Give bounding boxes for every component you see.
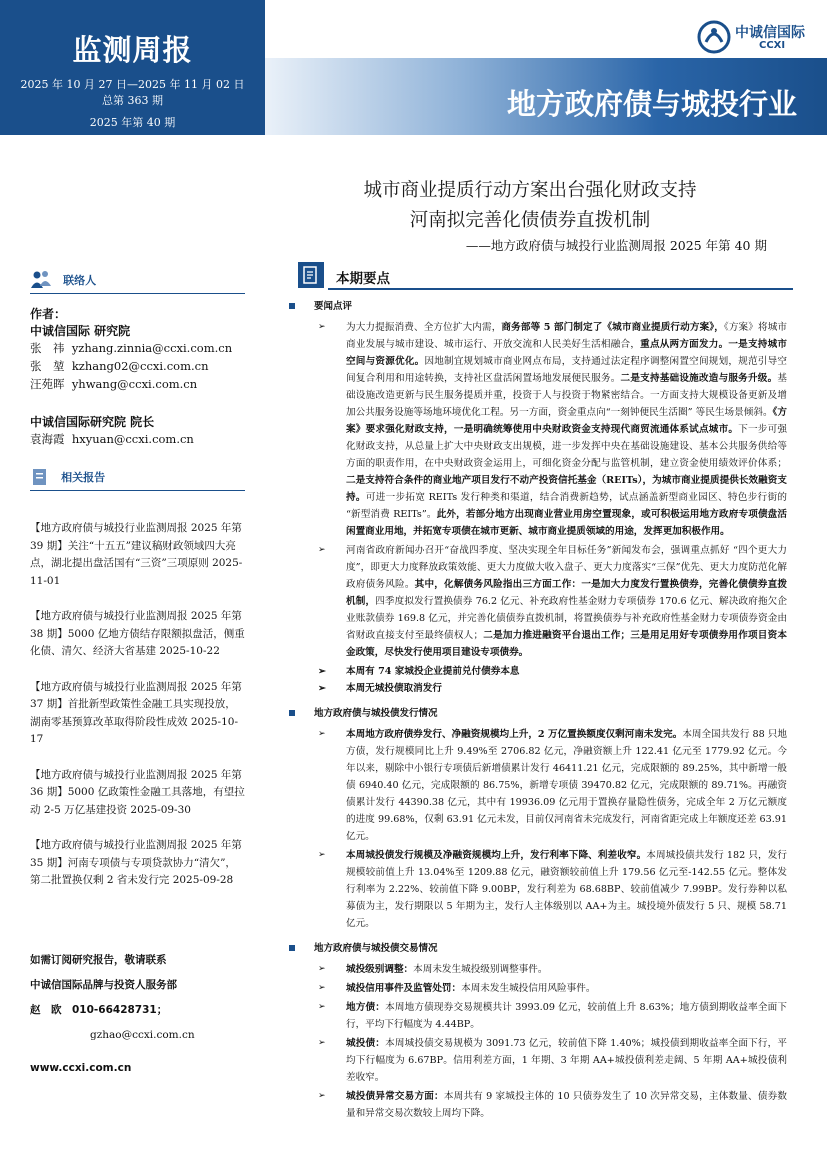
- subsection-title: 要闻点评: [314, 301, 353, 312]
- text-run: 可进一步拓宽 REITs 发行种类和渠道，结合消费新趋势，试点涵盖新型商业园区、特色步行街的 “新型消费 REITs”。: [346, 492, 787, 520]
- dean-row: [30, 430, 245, 448]
- text-run: 本周城投债共发行 182 只，发行规模较前值上升 13.04%至 1209.88 亿元，融资额较前值上升 179.56 亿元至-142.55 亿元。整体发行利率为 2.22%、较前值下降 9.00BP，发行利差为 68.68BP、较前值减少 7.99BP。发行券种以私募债为主，发行期限以 5 年期为主，发行人主体级别以 AA+为主。城投境外债发行 5 只、规模 58.71 亿元。: [346, 850, 787, 929]
- text-run-bold: 商务部等 5 部门制定了《城市商业提质行动方案》，: [501, 322, 724, 333]
- report-icon: [30, 467, 50, 487]
- related-report-link[interactable]: 【地方政府债与城投行业监测周报 2025 年第 38 期】5000 亿地方债结存限额拟盘活，侧重化债、清欠、经济大省基建 2025-10-22: [30, 610, 245, 657]
- subsection-heading: [287, 298, 787, 315]
- text-run-bold: 其中，化解债务风险指出三方面工作：一是加大力度发行置换债券，完善化债债券直拨机制，: [346, 579, 788, 607]
- list-item: [287, 663, 787, 680]
- issue-year: 2025 年第 40 期: [89, 116, 176, 129]
- list-item: [287, 961, 787, 978]
- text-run: 本周共有 9 家城投主体的 10 只债券发生了 10 次异常交易，主体数量、债券数量和异常交易次数较上周均下降。: [346, 1091, 787, 1119]
- list-item: [287, 1088, 787, 1122]
- report-title: [270, 176, 790, 236]
- order-person: 赵 欧 010-66428731；: [30, 1004, 168, 1016]
- text-run-bold: 重点从两方面发力。一是支持城市空间与资源优化。: [346, 339, 787, 367]
- dean-name: 袁海霞: [30, 432, 65, 446]
- arrow-bullet-icon: ➢: [318, 1091, 326, 1101]
- text-run: 基础设施改造更新与民生服务提质并重，投资于人与投资于物紧密结合。一方面支持大规模设备更新及增加公共服务设施等场地环境优化工程。另一方面，资金重点向“一刻钟便民生活圈” 等民生场景倾斜。: [346, 373, 787, 418]
- author-row: [30, 339, 245, 357]
- square-bullet-icon: [289, 945, 295, 951]
- text-run: 因地制宜规划城市商业网点布局，支持通过法定程序调整闲置空间规划，规范引导空间复合利用和用途转换，支持社区盘活闲置场地发展便民服务。: [346, 356, 787, 384]
- arrow-bullet-icon: ➢: [318, 322, 326, 332]
- logo-name-en: CCXI: [759, 40, 786, 51]
- subsection-heading: [287, 940, 787, 957]
- subsection-title: 地方政府债与城投债发行情况: [314, 708, 438, 719]
- list-item: [287, 980, 787, 997]
- text-run-bold: 地方债：: [346, 1002, 386, 1013]
- text-run: 河南省政府新闻办召开“奋战四季度、坚决实现全年目标任务”新闻发布会，强调重点抓好 “四个更大力度”，即更大力度释放政策效能、更大力度做大收入盘子、更大力度落实“三保”优先、更大力度防范化解政府债务风险。: [346, 545, 787, 590]
- related-list: [30, 520, 245, 908]
- logo-name-cn: 中诚信国际: [735, 25, 805, 41]
- authors-label: 作者：: [30, 307, 67, 321]
- related-report-link[interactable]: 【地方政府债与城投行业监测周报 2025 年第 37 期】首批新型政策性金融工具实现投放，湖南零基预算改革取得阶段性成效 2025-10-17: [30, 680, 242, 745]
- text-run-bold: 《方案》要求强化财政支持，一是明确统筹使用中央财政资金支持现代商贸流通体系试点城市。: [346, 407, 788, 435]
- list-item: [287, 680, 787, 697]
- text-run: 本周未发生城投级别调整事件。: [413, 964, 548, 975]
- section-title: 本期要点: [336, 271, 390, 287]
- issue-total: 总第 363 期: [102, 94, 163, 107]
- related-report-link[interactable]: 【地方政府债与城投行业监测周报 2025 年第 36 期】5000 亿政策性金融工具落地，有望拉动 2-5 万亿基建投资 2025-09-30: [30, 768, 245, 816]
- section-header: [298, 262, 793, 290]
- text-run: 《方案》将城市商业发展与城市建设、城市运行、开放交流和人民美好生活相融合，: [346, 322, 787, 350]
- authors-block: [30, 305, 245, 448]
- text-run-bold: 本周有 74 家城投企业提前兑付债券本息: [346, 666, 520, 677]
- title-line-1: 城市商业提质行动方案出台强化财政支持: [363, 180, 697, 201]
- industry-title: 地方政府债与城投行业: [506, 87, 797, 121]
- document-icon: [298, 262, 324, 288]
- arrow-bullet-icon: ➢: [318, 683, 327, 694]
- text-run-bold: 城投级别调整：: [346, 964, 414, 975]
- author-email[interactable]: yzhang.zinnia@ccxi.com.cn: [71, 341, 233, 355]
- section-underline: [328, 288, 793, 290]
- arrow-bullet-icon: ➢: [318, 850, 326, 860]
- author-name: 张 祎: [30, 341, 65, 355]
- text-run: 下一步可强化财政支持，从总量上扩大中央财政支出规模，进一步发挥中央在基础设施建设、基本公共服务供给等方面的职责作用，在中央财政资金运用上，可细化资金分配与监管机制，建立资金使用绩效评价体系；: [346, 424, 787, 469]
- header-left-block: [0, 0, 265, 135]
- contacts-header: [30, 268, 245, 290]
- ccxi-logo-mark-icon: [697, 20, 731, 54]
- arrow-bullet-icon: ➢: [318, 545, 326, 555]
- list-item: [287, 542, 787, 661]
- text-run: 本周全国共发行 88 只地方债，发行规模同比上升 9.49%至 2706.82 亿元，净融资额上升 122.41 亿元至 1779.92 亿元。今年以来，剔除中小银行专项债后新增债累计发行 46411.21 亿元，完成限额的 89.25%，其中新增一般债 6940.40 亿元，完成限额的 86.75%，新增专项债 39470.82 亿元，完成限额的 89.71%。再融资债累计发行 44390.38 亿元，其中有 19936.09 亿元用于置换存量隐性债务，完成全年 2 万亿元额度的进度 99.68%，仅剩 63.91 亿元未发，目前仅河南省未完成发行，河南省距完成上年额度还差 63.91 亿元。: [346, 729, 787, 842]
- arrow-bullet-icon: ➢: [318, 964, 326, 974]
- text-run-bold: 城投信用事件及监管处罚：: [346, 983, 462, 994]
- author-name: 汪苑晖: [30, 377, 65, 391]
- list-item: [287, 726, 787, 845]
- related-report-link[interactable]: 【地方政府债与城投行业监测周报 2025 年第 35 期】河南专项债与专项贷款协力“清欠”，第二批置换仅剩 2 省未发行完 2025-09-28: [30, 839, 242, 886]
- author-row: [30, 375, 245, 393]
- list-item: [287, 999, 787, 1033]
- main-content: [287, 296, 787, 1124]
- subsection-title: 地方政府债与城投债交易情况: [314, 943, 438, 954]
- text-run-bold: 城投债：: [346, 1038, 386, 1049]
- related-report-link[interactable]: 【地方政府债与城投行业监测周报 2025 年第 39 期】关注“十五五”建议稿财政领域四大亮点，湖北提出盘活国有“三资”三项原则 2025-11-01: [30, 522, 243, 587]
- text-run-bold: 二是支持基础设施改造与服务升级。: [620, 373, 778, 384]
- author-email[interactable]: kzhang02@ccxi.com.cn: [71, 359, 209, 373]
- report-subtitle: ——地方政府债与城投行业监测周报 2025 年第 40 期: [465, 238, 767, 253]
- people-icon: [30, 268, 52, 290]
- author-row: [30, 357, 245, 375]
- author-email[interactable]: yhwang@ccxi.com.cn: [71, 377, 198, 391]
- list-item: [287, 1035, 787, 1086]
- text-run: 本周地方债现券交易规模共计 3993.09 亿元，较前值上升 8.63%；地方债到期收益率全面下行，平均下行幅度为 4.44BP。: [346, 1002, 787, 1030]
- report-type: 监测周报: [72, 33, 193, 67]
- arrow-bullet-icon: ➢: [318, 1002, 326, 1012]
- list-item: [287, 847, 787, 932]
- arrow-bullet-icon: ➢: [318, 729, 326, 739]
- text-run-bold: 本周地方政府债券发行、净融资规模均上升，2 万亿置换额度仅剩河南未发完。: [346, 729, 683, 740]
- subsection-heading: [287, 705, 787, 722]
- text-run: 本周城投债交易规模为 3091.73 亿元，较前值下降 1.40%；城投债到期收益率全面下行，平均下行幅度为 6.67BP。信用利差方面，1 年期、3 年期 AA+城投债利差走阔、5 年期 AA+城投债利差收窄。: [346, 1038, 787, 1083]
- dean-email[interactable]: hxyuan@ccxi.com.cn: [71, 432, 194, 446]
- website-link[interactable]: www.ccxi.com.cn: [30, 1062, 132, 1074]
- ccxi-logo: [697, 18, 807, 58]
- text-run-bold: 本周无城投债取消发行: [346, 683, 442, 694]
- list-item: [287, 319, 787, 540]
- text-run-bold: 二是支持符合条件的商业地产项目发行不动产投资信托基金（REITs），为城市商业提质提供长效融资支持。: [346, 475, 787, 503]
- text-run: 本周未发生城投信用风险事件。: [461, 983, 596, 994]
- square-bullet-icon: [289, 303, 295, 309]
- order-dept: 中诚信国际品牌与投资人服务部: [30, 979, 177, 991]
- dean-label: 中诚信国际研究院 院长: [30, 415, 155, 429]
- text-run: 四季度拟发行置换债券 76.2 亿元、补充政府性基金财力专项债券 170.6 亿元、解决政府拖欠企业账款债券 169.8 亿元，并完善化债债券直拨机制，将置换债券与补充政府性基金财力专项债券资金由省财政直接支付至最终债权人；: [346, 596, 787, 641]
- square-bullet-icon: [289, 710, 295, 716]
- divider: [30, 293, 245, 294]
- related-label: 相关报告: [61, 471, 106, 484]
- author-name: 张 堃: [30, 359, 65, 373]
- text-run-bold: 本周城投债发行规模及净融资规模均上升，发行利率下降、利差收窄。: [346, 850, 647, 861]
- text-run: 为大力提振消费、全方位扩大内需，: [346, 322, 502, 333]
- authors-dept: 中诚信国际 研究院: [30, 324, 131, 338]
- order-email[interactable]: gzhao@ccxi.com.cn: [90, 1029, 195, 1041]
- text-run-bold: 二是加力推进融资平台退出工作；三是用足用好专项债券用作项目资本金政策，尽快发行使用项目建设专项债券。: [346, 630, 788, 658]
- text-run-bold: 此外，若部分地方出现商业营业用房空置现象，或可积极运用地方政府专项债盘活闲置商业用地，并拓宽专项债在城市更新、城市商业提质领域的用途，发挥更加积极作用。: [346, 509, 788, 537]
- arrow-bullet-icon: ➢: [318, 666, 327, 677]
- arrow-bullet-icon: ➢: [318, 983, 326, 993]
- date-range: 2025 年 10 月 27 日—2025 年 11 月 02 日: [20, 78, 245, 91]
- title-line-2: 河南拟完善化债债券直拨机制: [409, 210, 651, 231]
- text-run-bold: 城投债异常交易方面：: [346, 1091, 444, 1102]
- arrow-bullet-icon: ➢: [318, 1038, 326, 1048]
- divider: [30, 490, 245, 491]
- subscription-block: [30, 948, 245, 1081]
- contacts-label: 联络人: [63, 273, 97, 287]
- order-label: 如需订阅研究报告，敬请联系: [30, 954, 167, 966]
- related-header: [30, 466, 245, 487]
